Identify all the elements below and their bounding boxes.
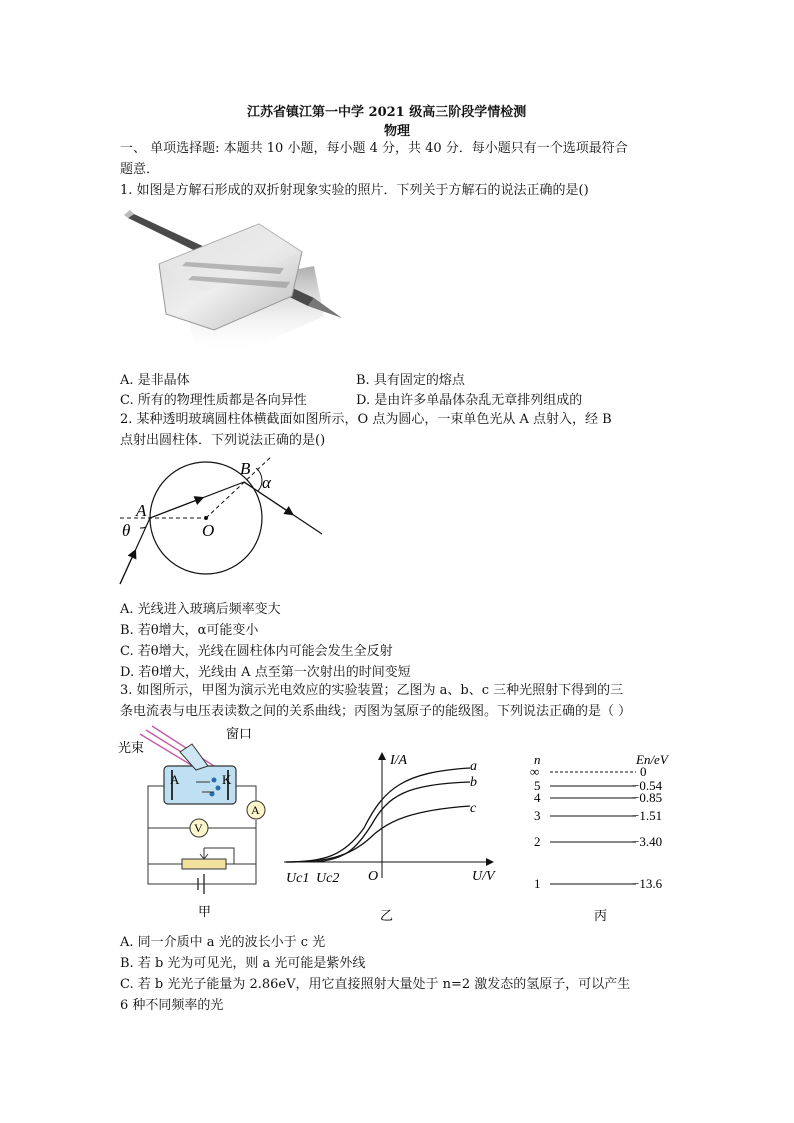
q3-option-a[interactable]: A. 同一介质中 a 光的波长小于 c 光 <box>120 935 326 950</box>
q2-option-a[interactable]: A. 光线进入玻璃后频率变大 <box>120 602 281 617</box>
beam-label: 光束 <box>118 740 145 755</box>
subject-title: 物理 <box>384 124 411 139</box>
label-alpha: α <box>262 473 271 492</box>
calcite-photo <box>124 206 346 356</box>
fig-jia-photoelectric-apparatus <box>116 722 288 922</box>
label-theta: θ <box>122 521 131 540</box>
electrode-a-label: A <box>170 772 180 787</box>
section-heading: 一、 单项选择题: 本题共 10 小题，每小题 4 分，共 40 分．每小题只有一个选项最符合 <box>120 141 628 156</box>
svg-text:3: 3 <box>534 808 541 823</box>
voltmeter-label: V <box>194 821 203 835</box>
q2-stem-line1: 2. 某种透明玻璃圆柱体横截面如图所示，O 点为圆心，一束单色光从 A 点射入，经 B <box>120 412 612 427</box>
q2-stem-line2: 点射出圆柱体．下列说法正确的是() <box>120 433 326 448</box>
q3-option-b[interactable]: B. 若 b 光为可见光，则 a 光可能是紫外线 <box>120 956 366 971</box>
x-axis-label: U/V <box>472 869 495 884</box>
q2-option-b[interactable]: B. 若θ增大，α可能变小 <box>120 623 259 638</box>
label-o: O <box>202 521 215 540</box>
level-4 <box>534 790 662 805</box>
q3-stem-line1: 3. 如图所示，甲图为演示光电效应的实验装置；乙图为 a、b、c 三种光照射下得到的三 <box>120 683 624 698</box>
fig-yi-caption: 乙 <box>380 908 394 923</box>
svg-text:2: 2 <box>534 834 541 849</box>
curve-a-label: a <box>470 759 477 774</box>
curve-b-label: b <box>470 775 477 790</box>
energy-header: En/eV <box>636 752 668 767</box>
q1-stem: 1. 如图是方解石形成的双折射现象实验的照片．下列关于方解石的说法正确的是() <box>120 183 589 198</box>
y-axis-label: I/A <box>390 753 408 768</box>
q1-option-d[interactable]: D. 是由许多单晶体杂乱无章排列组成的 <box>356 393 583 408</box>
q2-option-d[interactable]: D. 若θ增大，光线由 A 点至第一次射出的时间变短 <box>120 665 411 680</box>
svg-text:−1.51: −1.51 <box>632 808 663 823</box>
svg-text:5: 5 <box>534 778 541 793</box>
svg-text:−0.54: −0.54 <box>632 778 663 793</box>
exam-title: 江苏省镇江第一中学 2021 级高三阶段学情检测 <box>247 105 527 120</box>
label-b: B <box>240 459 251 478</box>
label-a: A <box>136 501 147 520</box>
q3-option-c[interactable]: C. 若 b 光光子能量为 2.86eV，用它直接照射大量处于 n=2 激发态的氢原子，可以产生 <box>120 977 631 992</box>
fig-bing-energy-levels <box>528 748 688 924</box>
window-label: 窗口 <box>226 726 253 741</box>
curve-c-label: c <box>470 801 477 816</box>
q2-option-c[interactable]: C. 若θ增大，光线在圆柱体内可能会发生全反射 <box>120 644 393 659</box>
fig-jia-caption: 甲 <box>198 904 212 919</box>
svg-text:−13.6: −13.6 <box>632 876 663 891</box>
level-inf <box>530 764 647 779</box>
q1-option-b[interactable]: B. 具有固定的熔点 <box>356 373 465 388</box>
n-header: n <box>534 752 541 767</box>
level-1 <box>534 876 663 891</box>
q3-option-c-cont: 6 种不同频率的光 <box>120 998 224 1013</box>
svg-text:4: 4 <box>534 790 541 805</box>
ammeter-label: A <box>251 803 260 817</box>
uc1-label: Uc1 <box>286 871 310 886</box>
fig-bing-caption: 丙 <box>594 908 608 923</box>
level-2 <box>534 834 662 849</box>
svg-text:∞: ∞ <box>530 764 540 779</box>
level-3 <box>534 808 662 823</box>
q2-cylinder-figure <box>116 452 326 588</box>
rheostat <box>182 859 226 869</box>
svg-text:0: 0 <box>640 764 647 779</box>
svg-text:−3.40: −3.40 <box>632 834 663 849</box>
origin-label: O <box>368 869 379 884</box>
svg-text:−0.85: −0.85 <box>632 790 663 805</box>
q1-option-c[interactable]: C. 所有的物理性质都是各向异性 <box>120 393 307 408</box>
section-heading-cont: 题意． <box>120 162 160 177</box>
electrode-k-label: K <box>222 772 232 787</box>
uc2-label: Uc2 <box>316 871 340 886</box>
fig-yi-iv-curves <box>284 748 504 924</box>
svg-text:1: 1 <box>534 876 541 891</box>
q1-option-a[interactable]: A. 是非晶体 <box>120 373 190 388</box>
q3-stem-line2: 条电流表与电压表读数之间的关系曲线；丙图为氢原子的能级图。下列说法正确的是（ ） <box>120 704 632 719</box>
